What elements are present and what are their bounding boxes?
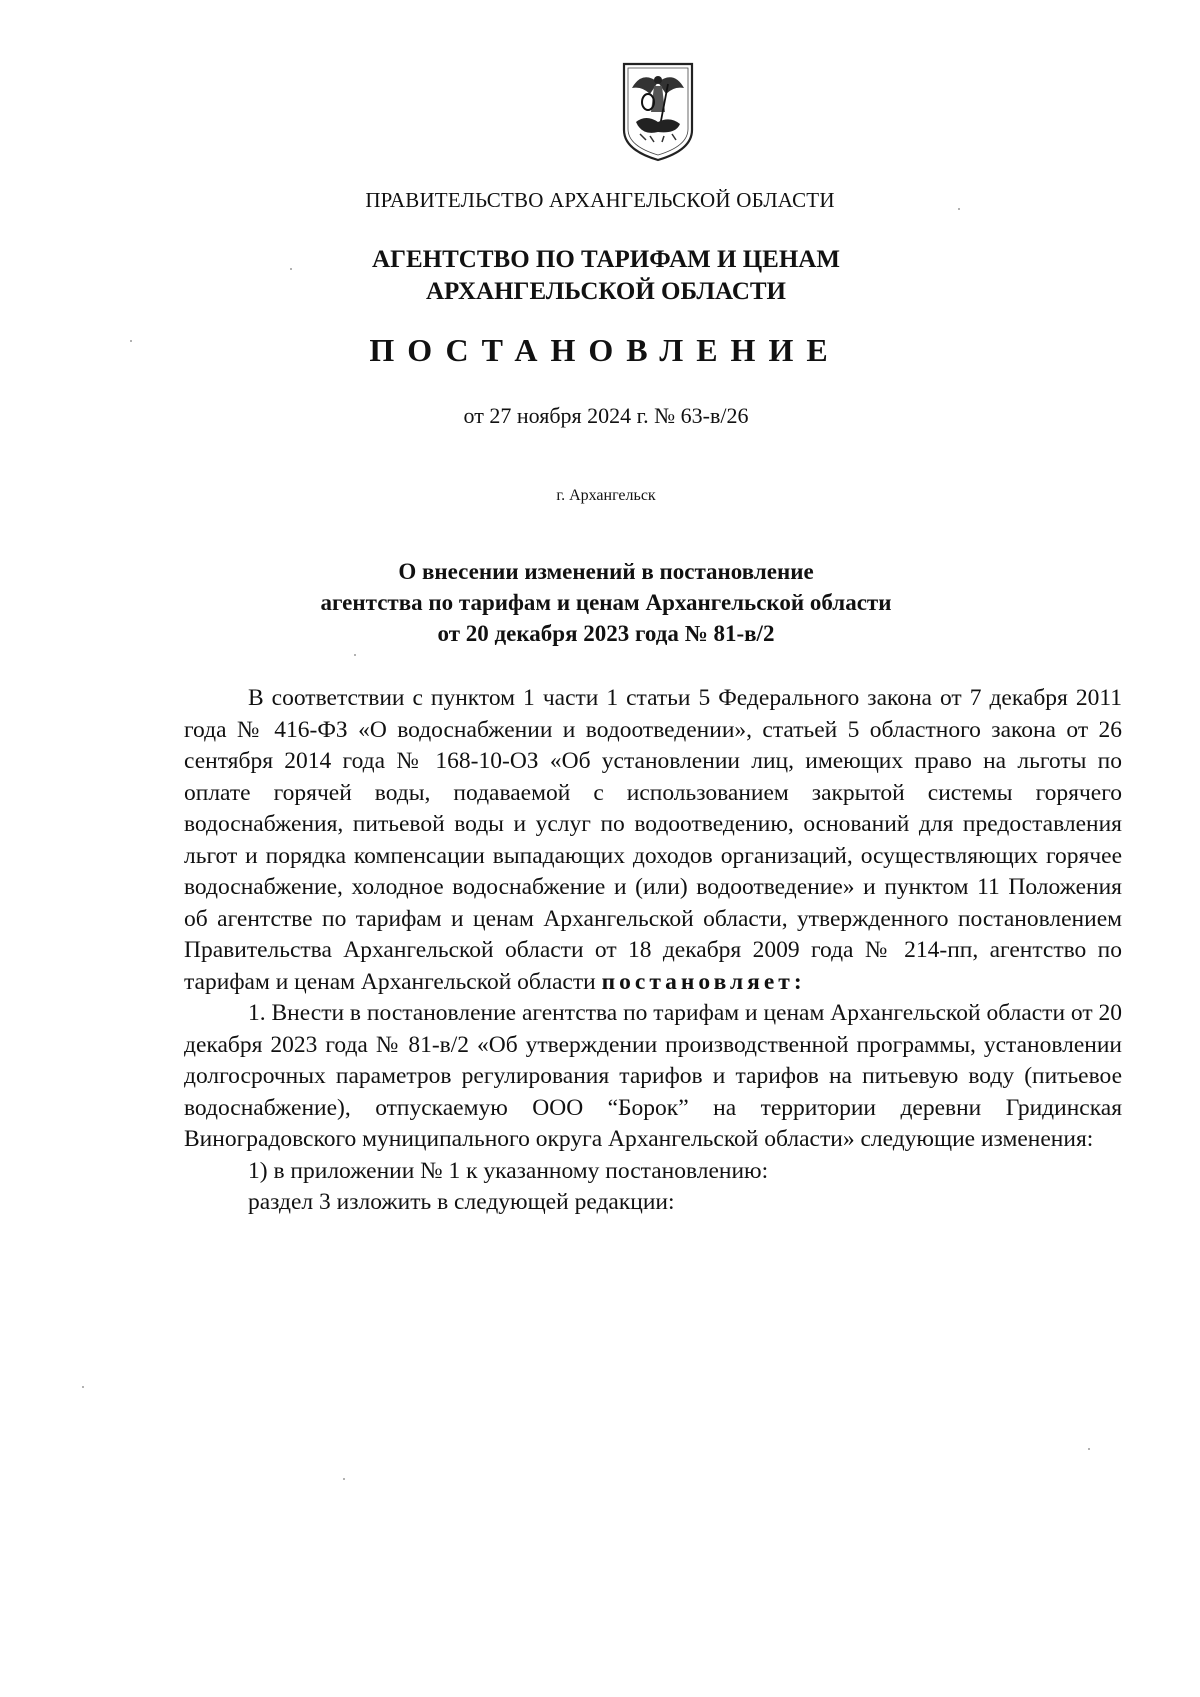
coat-of-arms-emblem bbox=[620, 60, 696, 164]
government-title: ПРАВИТЕЛЬСТВО АРХАНГЕЛЬСКОЙ ОБЛАСТИ bbox=[365, 188, 835, 212]
agency-title bbox=[0, 244, 1200, 308]
scan-speck bbox=[343, 1478, 345, 1480]
subject-line2: агентства по тарифам и ценам Архангельской области bbox=[320, 590, 892, 615]
preamble-paragraph bbox=[184, 683, 1122, 998]
subitem-1-paragraph: 1) в приложении № 1 к указанному постановлению: bbox=[248, 1157, 769, 1184]
scan-speck bbox=[130, 340, 132, 342]
subitem-1-text: раздел 3 изложить в следующей редакции: bbox=[248, 1189, 675, 1215]
document-body bbox=[184, 683, 1122, 1219]
subject-line3: от 20 декабря 2023 года № 81-в/2 bbox=[437, 621, 775, 646]
agency-title-line1: АГЕНТСТВО ПО ТАРИФАМ И ЦЕНАМ bbox=[372, 246, 840, 273]
coat-of-arms-icon bbox=[620, 60, 696, 164]
scan-speck bbox=[82, 1386, 84, 1388]
document-date-number: от 27 ноября 2024 г. № 63-в/26 bbox=[463, 403, 749, 428]
scan-speck bbox=[354, 654, 356, 656]
document-city: г. Архангельск bbox=[556, 487, 656, 504]
scan-speck bbox=[1088, 1448, 1090, 1450]
scan-speck bbox=[290, 268, 292, 270]
resolves-word: постановляет: bbox=[601, 968, 806, 995]
subject-line1: О внесении изменений в постановление bbox=[398, 559, 814, 584]
agency-title-line2: АРХАНГЕЛЬСКОЙ ОБЛАСТИ bbox=[426, 278, 786, 305]
document-type-title: ПОСТАНОВЛЕНИЕ bbox=[369, 332, 841, 368]
item-1-paragraph: 1. Внести в постановление агентства по тарифам и ценам Архангельской области от 20 декабря 2023 года № 81-в/2 «Об утверждении производственной программы, установлении долгосрочных параметров регулирования тарифов и тарифов на питьевую воду (питьевое водоснабжение), отпускаемую ООО “Борок” на территории деревни Гридинская Виноградовского муниципального округа Архангельской области» следующие изменения: bbox=[184, 1000, 1122, 1152]
document-subject bbox=[0, 556, 1200, 649]
scan-speck bbox=[958, 208, 960, 210]
preamble-text: В соответствии с пунктом 1 части 1 статьи 5 Федерального закона от 7 декабря 2011 года № 416-ФЗ «О водоснабжении и водоотведении», статьей 5 областного закона от 26 сентября 2014 года № 168-10-ОЗ «Об установлении лиц, имеющих право на льготы по оплате горячей воды, подаваемой с использованием закрытой системы горячего водоснабжения, питьевой воды и услуг по водоотведению, оснований для предоставления льгот и порядка компенсации выпадающих доходов организаций, осуществляющих горячее водоснабжение, холодное водоснабжение и (или) водоотведение» и пунктом 11 Положения об агентстве по тарифам и ценам Архангельской области, утвержденного постановлением Правительства Архангельской области от 18 декабря 2009 года № 214-пп, агентство по тарифам и ценам Архангельской области bbox=[184, 685, 1122, 995]
